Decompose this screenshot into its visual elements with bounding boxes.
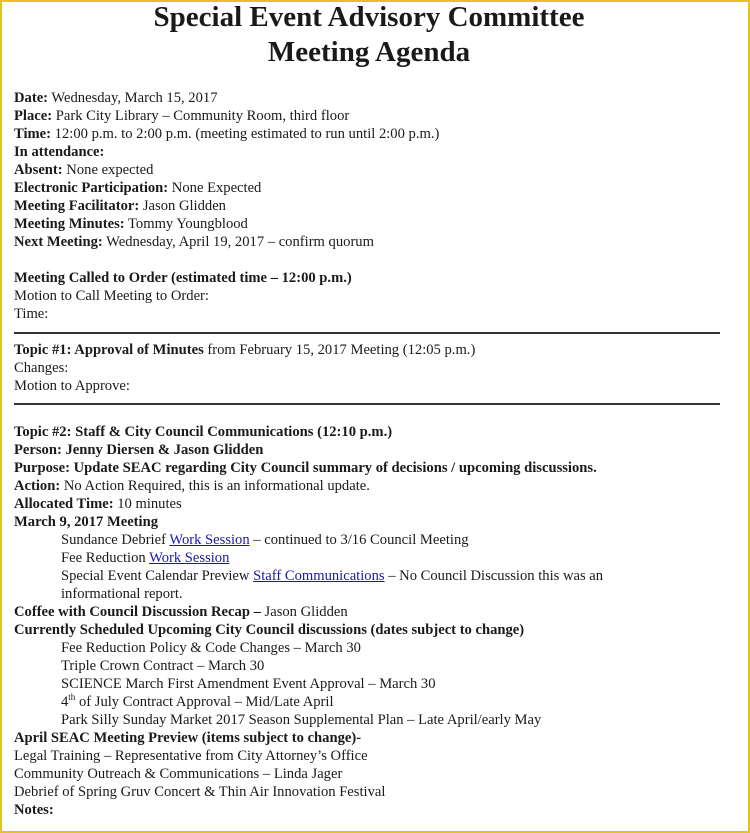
list-item-text: – continued to 3/16 Council Meeting (249, 532, 469, 548)
topic1-heading (14, 341, 724, 359)
list-item-continuation: informational report. (61, 586, 183, 602)
coffee-with-council-row (14, 603, 724, 621)
action-value: No Action Required, this is an informational update. (60, 478, 370, 494)
coffee-with-council-value: Jason Glidden (260, 604, 348, 620)
list-item (14, 567, 724, 585)
date-row (14, 89, 724, 107)
call-to-order-section (14, 269, 724, 323)
agenda-document (14, 0, 724, 819)
time-value: 12:00 p.m. to 2:00 p.m. (meeting estimated to run until 2:00 p.m.) (51, 126, 440, 142)
time-row (14, 125, 724, 143)
attendance-row (14, 143, 724, 161)
facilitator-value: Jason Glidden (139, 198, 226, 214)
title-line-1: Special Event Advisory Committee (153, 1, 585, 33)
minutes-value: Tommy Youngblood (124, 216, 248, 232)
call-to-order-heading (14, 269, 724, 287)
list-item-text: of July Contract Approval – Mid/Late April (75, 694, 334, 710)
call-to-order-heading-text: Meeting Called to Order (estimated time – 12:00 p.m.) (14, 270, 352, 286)
document-title (14, 0, 724, 70)
next-meeting-value: Wednesday, April 19, 2017 – confirm quorum (102, 234, 374, 250)
topic2-section (14, 423, 724, 819)
topic1-title: Topic #1: Approval of Minutes (14, 342, 204, 358)
list-item (14, 531, 724, 549)
next-meeting-label: Next Meeting: (14, 234, 103, 250)
topic1-motion: Motion to Approve: (14, 378, 130, 394)
divider (14, 403, 720, 405)
list-item-text: Special Event Calendar Preview (61, 568, 254, 584)
electronic-participation-row (14, 179, 724, 197)
place-value: Park City Library – Community Room, third floor (52, 108, 350, 124)
minutes-row (14, 215, 724, 233)
date-label: Date: (14, 90, 49, 106)
notes-heading-text: Notes: (14, 802, 54, 818)
allocated-time-value: 10 minutes (113, 496, 182, 512)
list-item: Legal Training – Representative from City Attorney’s Office (14, 748, 368, 764)
divider (14, 332, 720, 334)
minutes-label: Meeting Minutes: (14, 216, 125, 232)
list-item: Fee Reduction Policy & Code Changes – March 30 (61, 640, 361, 656)
topic1-changes: Changes: (14, 360, 69, 376)
list-item (14, 693, 724, 711)
list-item-text: 4 (61, 694, 69, 710)
topic2-heading (14, 423, 724, 441)
absent-label: Absent: (14, 162, 63, 178)
march9-heading-text: March 9, 2017 Meeting (14, 514, 159, 530)
ordinal-suffix: th (68, 692, 76, 703)
topic2-action (14, 477, 724, 495)
action-label: Action: (14, 478, 61, 494)
scheduled-discussions-heading-text: Currently Scheduled Upcoming City Council discussions (dates subject to change) (14, 622, 525, 638)
attendance-label: In attendance: (14, 144, 105, 160)
april-preview-heading-text: April SEAC Meeting Preview (items subject to change)- (14, 730, 362, 746)
absent-row (14, 161, 724, 179)
topic2-person-text: Person: Jenny Diersen & Jason Glidden (14, 442, 264, 458)
call-to-order-time: Time: (14, 306, 49, 322)
absent-value: None expected (62, 162, 154, 178)
time-label: Time: (14, 126, 52, 142)
meeting-details (14, 89, 724, 251)
facilitator-row (14, 197, 724, 215)
work-session-link[interactable]: Work Session (169, 532, 250, 548)
list-item-text: Sundance Debrief (61, 532, 170, 548)
april-preview-heading (14, 729, 724, 747)
electronic-participation-label: Electronic Participation: (14, 180, 169, 196)
list-item: SCIENCE March First Amendment Event Approval – March 30 (61, 676, 436, 692)
staff-communications-link[interactable]: Staff Communications (253, 568, 385, 584)
allocated-time-label: Allocated Time: (14, 496, 114, 512)
topic2-purpose-text: Purpose: Update SEAC regarding City Council summary of decisions / upcoming discussions. (14, 460, 597, 476)
list-item-text: Fee Reduction (61, 550, 150, 566)
topic2-allocated-time (14, 495, 724, 513)
coffee-with-council-label: Coffee with Council Discussion Recap – (14, 604, 261, 620)
place-row (14, 107, 724, 125)
list-item: Triple Crown Contract – March 30 (61, 658, 265, 674)
call-to-order-motion: Motion to Call Meeting to Order: (14, 288, 209, 304)
list-item: Community Outreach & Communications – Linda Jager (14, 766, 343, 782)
next-meeting-row (14, 233, 724, 251)
title-line-2: Meeting Agenda (267, 36, 471, 68)
date-value: Wednesday, March 15, 2017 (48, 90, 218, 106)
list-item: Debrief of Spring Gruv Concert & Thin Air Innovation Festival (14, 784, 386, 800)
march9-heading (14, 513, 724, 531)
topic2-heading-text: Topic #2: Staff & City Council Communications (12:10 p.m.) (14, 424, 393, 440)
electronic-participation-value: None Expected (168, 180, 262, 196)
topic2-person (14, 441, 724, 459)
list-item: Park Silly Sunday Market 2017 Season Supplemental Plan – Late April/early May (61, 712, 542, 728)
notes-heading (14, 801, 724, 819)
topic2-purpose (14, 459, 724, 477)
list-item-text: – No Council Discussion this was an (384, 568, 604, 584)
scheduled-discussions-heading (14, 621, 724, 639)
topic1-subtitle: from February 15, 2017 Meeting (12:05 p.m.) (203, 342, 476, 358)
work-session-link[interactable]: Work Session (149, 550, 230, 566)
list-item (14, 549, 724, 567)
place-label: Place: (14, 108, 53, 124)
facilitator-label: Meeting Facilitator: (14, 198, 140, 214)
